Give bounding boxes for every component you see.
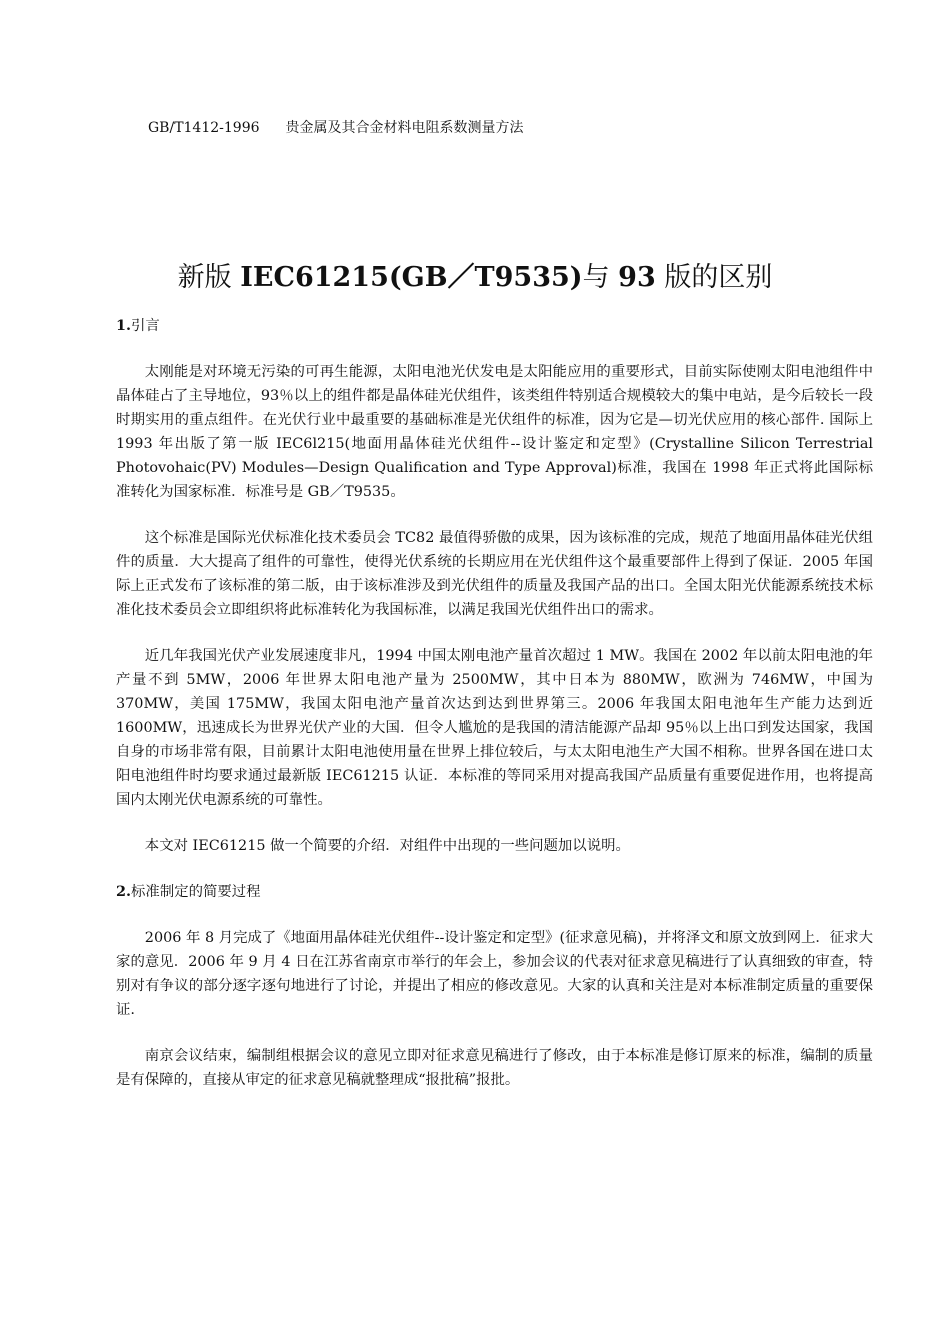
title-mid: 与: [582, 262, 619, 293]
section-heading-text: 标准制定的简要过程: [131, 884, 261, 900]
paragraph: 这个标准是国际光伏标准化技术委员会 TC82 最值得骄傲的成果，因为该标准的完成，规范了地面用晶体硅光伏组件的质量．大大提高了组件的可靠性，使得光伏系统的长期应用在光伏组件这个最重要部件上得到了保证．2005 年国际上正式发布了该标准的第二版，由于该标准涉及到光伏组件的质量及我国产品的出口。全国太阳光伏能源系统技术标准化技术委员会立即组织将此标准转化为我国标准，以满足我国光伏组件出口的需求。: [116, 530, 873, 618]
section-number: 1.: [116, 317, 132, 334]
paragraph: 2006 年 8 月完成了《地面用晶体硅光伏组件--设计鉴定和定型》(征求意见稿)，并将泽文和原文放到网上．征求大家的意见．2006 年 9 月 4 日在江苏省南京市举行的年会上，参加会议的代表对征求意见稿进行了认真细致的审查，特别对有争议的部分逐字逐句地进行了讨论，并提出了相应的修改意见。大家的认真和关注是对本标准制定质量的重要保证.: [116, 930, 873, 1018]
section-heading-text: 引言: [131, 318, 160, 334]
title-slash: ／: [447, 262, 475, 293]
section-heading-process: [116, 880, 873, 904]
section-heading-intro: [116, 314, 873, 338]
document-title: [0, 258, 950, 298]
paragraph: 南京会议结束，编制组根据会议的意见立即对征求意见稿进行了修改，由于本标准是修订原来的标准，编制的质量是有保障的，直接从审定的征求意见稿就整理成“报批稿”报批。: [116, 1048, 873, 1088]
title-suffix: 版的区别: [655, 262, 773, 293]
reference-line: [148, 118, 524, 138]
paragraph: 近几年我国光伏产业发展速度非凡，1994 中国太刚电池产量首次超过 1 MW。我国在 2002 年以前太阳电池的年产量不到 5MW，2006 年世界太阳电池产量为 2500MW，其中日本为 880MW，欧洲为 746MW，中国为 370MW，美国 175MW，我国太阳电池产量首次达到达到世界第三。2006 年我国太阳电池年生产能力达到近 1600MW，迅速成长为世界光伏产业的大国．但令人尴尬的是我国的清洁能源产品却 95％以上出口到发达国家，我国自身的市场非常有限，目前累计太阳电池使用量在世界上排位较后，与太太阳电池生产大国不相称。世界各国在进口太阳电池组件时均要求通过最新版 IEC61215 认证．本标准的等同采用对提高我国产品质量有重要促进作用，也将提高国内太刚光伏电源系统的可靠性。: [116, 648, 873, 808]
paragraph: 太刚能是对环境无污染的可再生能源，太阳电池光伏发电是太阳能应用的重要形式，目前实际使刚太阳电池组件中晶体硅占了主导地位，93％以上的组件都是晶体硅光伏组件，该类组件特别适合规模较大的集中电站，是今后较长一段时期实用的重点组件。在光伏行业中最重要的基础标准是光伏组件的标准，因为它是—切光伏应用的核心部件. 国际上 1993 年出版了第一版 IEC6l215(地面用晶体硅光伏组件--设计鉴定和定型》(Crystalline Silicon Terrestrial Photovohaic(PV) Modules—Design Qualification and Type Approval)标准，我国在 1998 年正式将此国际标准转化为国家标准．标准号是 GB／T9535。: [116, 364, 873, 500]
section-number: 2.: [116, 883, 132, 900]
paragraph: 本文对 IEC61215 做一个简要的介绍．对组件中出现的一些问题加以说明。: [144, 838, 630, 854]
title-version: 93: [618, 262, 656, 293]
reference-title: 贵金属及其合金材料电阻系数测量方法: [285, 120, 524, 136]
title-prefix: 新版: [177, 262, 241, 293]
title-standard-number: T9535): [474, 262, 583, 293]
reference-code: GB/T1412-1996: [148, 120, 260, 136]
title-standard-code: IEC61215(GB: [240, 262, 448, 293]
document-body: [116, 314, 873, 1092]
